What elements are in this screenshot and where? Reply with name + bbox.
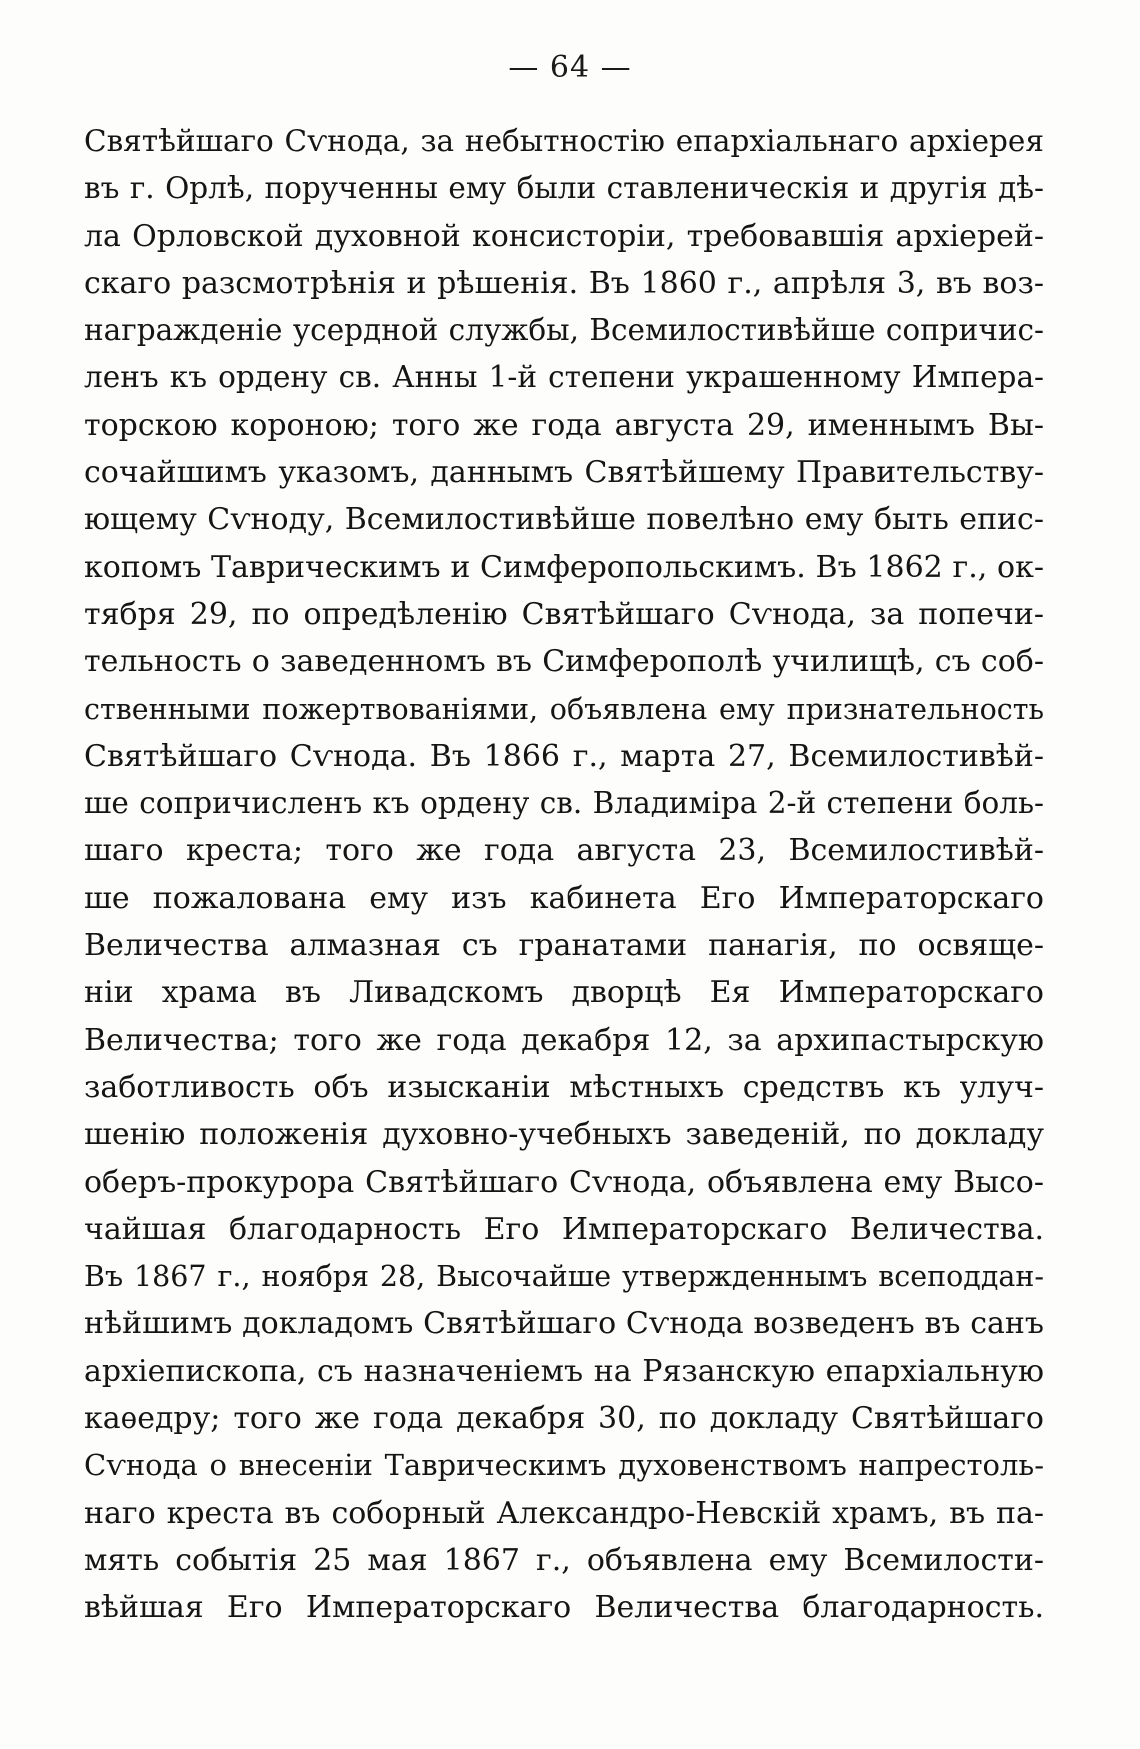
text-line: Сѵнода о внесеніи Таврическимъ духовенствомъ напрестоль- — [84, 1448, 1044, 1483]
body-text — [84, 118, 1044, 1632]
text-line: наго креста въ соборный Александро-Невскій храмъ, въ па- — [84, 1495, 1044, 1531]
text-line: нѣйшимъ докладомъ Святѣйшаго Сѵнода возведенъ въ санъ — [84, 1306, 1044, 1342]
text-line: чайшая благодарность Его Императорскаго Величества. — [84, 1211, 1044, 1247]
text-line: оберъ-прокурора Святѣйшаго Сѵнода, объявлена ему Высо- — [84, 1164, 1044, 1200]
text-line: въ г. Орлѣ, порученны ему были ставленическія и другія дѣ- — [84, 171, 1044, 206]
text-line: каѳедру; того же года декабря 30, по докладу Святѣйшаго — [84, 1401, 1044, 1437]
text-line: Величества алмазная съ гранатами панагія, по освяще- — [84, 928, 1044, 964]
text-line: Святѣйшаго Сѵнода. Въ 1866 г., марта 27, Всемилостивѣй- — [84, 738, 1044, 774]
text-line: ніи храма въ Ливадскомъ дворцѣ Ея Императорскаго — [84, 975, 1044, 1011]
text-line: ленъ къ ордену св. Анны 1-й степени украшенному Импера- — [84, 360, 1044, 395]
text-line: Святѣйшаго Сѵнода, за небытностію епархіальнаго архіерея — [84, 124, 1044, 158]
text-line: сочайшимъ указомъ, даннымъ Святѣйшему Правительству- — [84, 455, 1044, 491]
text-line: тября 29, по опредѣленію Святѣйшаго Сѵнода, за попечи- — [84, 596, 1044, 632]
text-line: ше сопричисленъ къ ордену св. Владиміра 2-й степени боль- — [84, 786, 1044, 821]
text-line: награжденіе усердной службы, Всемилостивѣйше сопричис- — [84, 313, 1044, 348]
text-line: Величества; того же года декабря 12, за архипастырскую — [84, 1022, 1044, 1058]
text-line: мять событія 25 мая 1867 г., объявлена ему Всемилости- — [84, 1542, 1044, 1578]
text-line: ла Орловской духовной консисторіи, требовавшія архіерей- — [84, 218, 1044, 254]
text-line: архіепископа, съ назначеніемъ на Рязанскую епархіальную — [84, 1353, 1044, 1389]
text-line: торскою короною; того же года августа 29, именнымъ Вы- — [84, 407, 1044, 443]
text-line: ше пожалована ему изъ кабинета Его Императорскаго — [84, 880, 1044, 916]
page-number: — 64 — — [508, 50, 632, 85]
text-line: Въ 1867 г., ноября 28, Высочайше утвержденнымъ всеподдан- — [84, 1260, 1044, 1294]
text-line: заботливость объ изысканіи мѣстныхъ средствъ къ улуч- — [84, 1069, 1044, 1105]
text-line: шаго креста; того же года августа 23, Всемилостивѣй- — [84, 833, 1044, 869]
text-line: ственными пожертвованіями, объявлена ему признательность — [84, 692, 1044, 726]
text-line: шенію положенія духовно-учебныхъ заведеній, по докладу — [84, 1117, 1044, 1153]
text-line: ющему Сѵноду, Всемилостивѣйше повелѣно ему быть епис- — [84, 502, 1044, 538]
text-line: вѣйшая Его Императорскаго Величества благодарность. — [84, 1590, 1044, 1626]
text-line: копомъ Таврическимъ и Симферопольскимъ. Въ 1862 г., ок- — [84, 549, 1044, 585]
text-line: скаго разсмотрѣнія и рѣшенія. Въ 1860 г., апрѣля 3, въ воз- — [84, 265, 1044, 301]
text-line: тельность о заведенномъ въ Симферополѣ училищѣ, съ соб- — [84, 644, 1044, 680]
